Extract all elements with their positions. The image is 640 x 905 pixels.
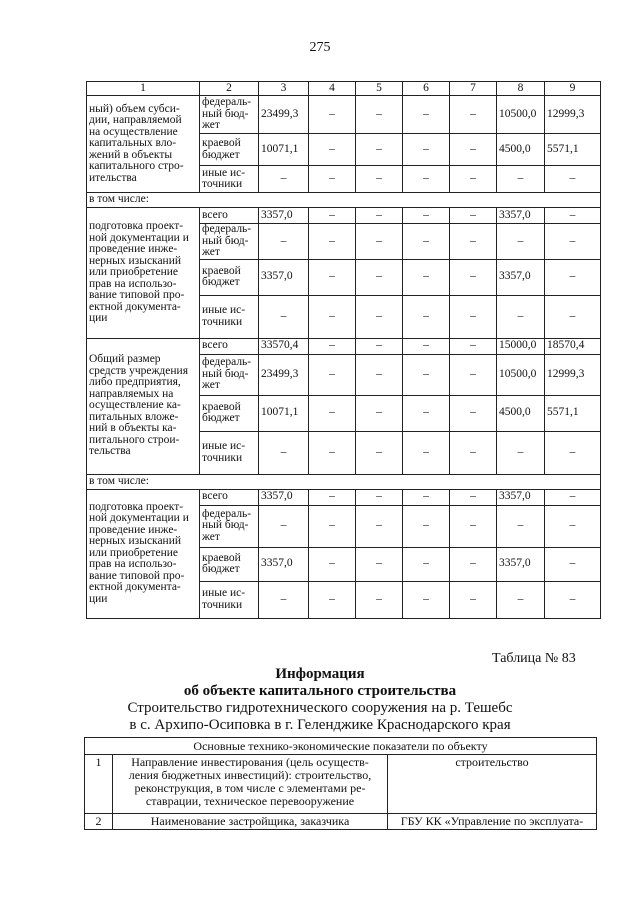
value-col8: 4500,0 xyxy=(497,134,545,166)
value-col7: – xyxy=(450,134,497,166)
indicator-name: ный) объем субси- дии, направляемой на осуществление капитальных вло- жений в объекты капитального стро- ительства xyxy=(87,96,200,193)
value-col4: – xyxy=(309,395,356,431)
info-title-object: об объекте капитального строительства xyxy=(183,683,457,699)
value-col6: – xyxy=(403,96,450,134)
value-col6: – xyxy=(403,295,450,338)
value-col3: 10071,1 xyxy=(259,395,309,431)
value-col9: – xyxy=(545,295,601,338)
value-col7: – xyxy=(450,431,497,474)
financing-row xyxy=(87,338,601,354)
value-col8: – xyxy=(497,166,545,193)
value-col6: – xyxy=(403,489,450,505)
value-col7: – xyxy=(450,547,497,581)
funding-source: иные ис- точники xyxy=(200,166,259,193)
info-title: Информация xyxy=(275,666,365,682)
value-col9: 5571,1 xyxy=(545,134,601,166)
indicator-name: подготовка проект- ной документации и проведение инже- нерных изысканий или приобретение прав на использо- вание типовой про- ектной документа- ции xyxy=(87,489,200,618)
financing-row xyxy=(87,208,601,224)
funding-source: федераль- ный бюд- жет xyxy=(200,354,259,395)
funding-source: краевой бюджет xyxy=(200,547,259,581)
value-col7: – xyxy=(450,224,497,260)
funding-source: всего xyxy=(200,338,259,354)
value-col6: – xyxy=(403,166,450,193)
financing-row xyxy=(87,489,601,505)
value-col4: – xyxy=(309,295,356,338)
value-col5: – xyxy=(356,295,403,338)
funding-source: федераль- ный бюд- жет xyxy=(200,505,259,547)
value-col6: – xyxy=(403,354,450,395)
value-col9: – xyxy=(545,224,601,260)
subheading-row xyxy=(87,474,601,489)
value-col4: – xyxy=(309,208,356,224)
value-col6: – xyxy=(403,505,450,547)
value-col3: – xyxy=(259,295,309,338)
value-col7: – xyxy=(450,505,497,547)
value-col8: – xyxy=(497,295,545,338)
column-number: 5 xyxy=(356,82,403,96)
value-col8: 10500,0 xyxy=(497,354,545,395)
indicator-label: Наименование застройщика, заказчика xyxy=(113,814,388,830)
funding-source: краевой бюджет xyxy=(200,134,259,166)
value-col8: 15000,0 xyxy=(497,338,545,354)
value-col8: – xyxy=(497,505,545,547)
funding-source: иные ис- точники xyxy=(200,295,259,338)
indicator-number: 2 xyxy=(85,814,113,830)
value-col5: – xyxy=(356,547,403,581)
column-number: 4 xyxy=(309,82,356,96)
value-col9: 18570,4 xyxy=(545,338,601,354)
value-col7: – xyxy=(450,581,497,618)
funding-source: федераль- ный бюд- жет xyxy=(200,224,259,260)
indicators-table xyxy=(84,737,597,830)
value-col3: – xyxy=(259,431,309,474)
value-col8: 3357,0 xyxy=(497,208,545,224)
value-col4: – xyxy=(309,431,356,474)
object-name-line2: в с. Архипо-Осиповка в г. Геленджике Краснодарского края xyxy=(129,717,511,733)
column-number: 6 xyxy=(403,82,450,96)
value-col8: 3357,0 xyxy=(497,547,545,581)
subheading-row xyxy=(87,193,601,208)
value-col3: 23499,3 xyxy=(259,354,309,395)
financing-table xyxy=(86,81,601,619)
value-col7: – xyxy=(450,259,497,295)
value-col4: – xyxy=(309,354,356,395)
value-col5: – xyxy=(356,431,403,474)
column-number: 3 xyxy=(259,82,309,96)
indicator-row xyxy=(85,814,597,830)
funding-source: иные ис- точники xyxy=(200,581,259,618)
table-number-label: Таблица № 83 xyxy=(492,651,576,666)
value-col9: 12999,3 xyxy=(545,96,601,134)
value-col6: – xyxy=(403,431,450,474)
value-col9: – xyxy=(545,259,601,295)
value-col4: – xyxy=(309,259,356,295)
column-number: 9 xyxy=(545,82,601,96)
value-col3: 3357,0 xyxy=(259,547,309,581)
value-col5: – xyxy=(356,96,403,134)
value-col5: – xyxy=(356,134,403,166)
value-col5: – xyxy=(356,395,403,431)
value-col6: – xyxy=(403,134,450,166)
funding-source: краевой бюджет xyxy=(200,259,259,295)
value-col3: – xyxy=(259,166,309,193)
indicator-value: строительство xyxy=(388,755,597,814)
value-col5: – xyxy=(356,224,403,260)
indicator-name: подготовка проект- ной документации и проведение инже- нерных изысканий или приобретение прав на использо- вание типовой про- ектной документа- ции xyxy=(87,208,200,339)
value-col3: 10071,1 xyxy=(259,134,309,166)
object-name-line1: Строительство гидротехнического сооружения на р. Тешебс xyxy=(127,700,513,716)
value-col4: – xyxy=(309,581,356,618)
value-col4: – xyxy=(309,166,356,193)
value-col4: – xyxy=(309,505,356,547)
column-number: 1 xyxy=(87,82,200,96)
value-col5: – xyxy=(356,489,403,505)
indicator-row xyxy=(85,755,597,814)
value-col9: 12999,3 xyxy=(545,354,601,395)
value-col7: – xyxy=(450,354,497,395)
value-col6: – xyxy=(403,395,450,431)
column-number: 7 xyxy=(450,82,497,96)
value-col8: 3357,0 xyxy=(497,489,545,505)
value-col7: – xyxy=(450,395,497,431)
value-col5: – xyxy=(356,581,403,618)
value-col5: – xyxy=(356,354,403,395)
value-col3: – xyxy=(259,505,309,547)
value-col9: – xyxy=(545,505,601,547)
value-col9: – xyxy=(545,489,601,505)
value-col9: – xyxy=(545,431,601,474)
value-col6: – xyxy=(403,224,450,260)
funding-source: федераль- ный бюд- жет xyxy=(200,96,259,134)
value-col6: – xyxy=(403,338,450,354)
value-col4: – xyxy=(309,489,356,505)
subheading-including: в том числе: xyxy=(87,193,601,208)
value-col3: 3357,0 xyxy=(259,259,309,295)
page-number: 275 xyxy=(309,40,331,55)
indicator-value: ГБУ КК «Управление по эксплуата- xyxy=(388,814,597,830)
value-col7: – xyxy=(450,295,497,338)
funding-source: иные ис- точники xyxy=(200,431,259,474)
value-col5: – xyxy=(356,505,403,547)
value-col7: – xyxy=(450,208,497,224)
value-col7: – xyxy=(450,96,497,134)
value-col9: 5571,1 xyxy=(545,395,601,431)
funding-source: всего xyxy=(200,208,259,224)
value-col9: – xyxy=(545,208,601,224)
funding-source: краевой бюджет xyxy=(200,395,259,431)
value-col9: – xyxy=(545,166,601,193)
value-col3: 33570,4 xyxy=(259,338,309,354)
value-col8: – xyxy=(497,581,545,618)
value-col6: – xyxy=(403,208,450,224)
value-col5: – xyxy=(356,208,403,224)
value-col4: – xyxy=(309,338,356,354)
value-col8: 10500,0 xyxy=(497,96,545,134)
value-col6: – xyxy=(403,547,450,581)
indicator-name: Общий размер средств учреждения либо предприятия, направляемых на осуществление ка- питальных вложе- ний в объекты ка- питального строи- тельства xyxy=(87,338,200,474)
value-col3: 3357,0 xyxy=(259,489,309,505)
financing-row xyxy=(87,96,601,134)
value-col7: – xyxy=(450,338,497,354)
value-col6: – xyxy=(403,259,450,295)
value-col4: – xyxy=(309,134,356,166)
value-col3: 23499,3 xyxy=(259,96,309,134)
value-col7: – xyxy=(450,166,497,193)
value-col3: 3357,0 xyxy=(259,208,309,224)
value-col8: 4500,0 xyxy=(497,395,545,431)
value-col4: – xyxy=(309,547,356,581)
value-col9: – xyxy=(545,547,601,581)
column-number-row xyxy=(87,82,601,96)
subheading-including: в том числе: xyxy=(87,474,601,489)
indicator-label: Направление инвестирования (цель осуществ- ления бюджетных инвестиций): строительство, реконструкция, в том числе с элементами ре- ставрации, техническое перевооружение xyxy=(113,755,388,814)
column-number: 8 xyxy=(497,82,545,96)
value-col8: – xyxy=(497,431,545,474)
value-col6: – xyxy=(403,581,450,618)
value-col3: – xyxy=(259,224,309,260)
indicator-number: 1 xyxy=(85,755,113,814)
value-col3: – xyxy=(259,581,309,618)
value-col7: – xyxy=(450,489,497,505)
value-col5: – xyxy=(356,166,403,193)
value-col4: – xyxy=(309,224,356,260)
funding-source: всего xyxy=(200,489,259,505)
value-col8: – xyxy=(497,224,545,260)
value-col8: 3357,0 xyxy=(497,259,545,295)
value-col5: – xyxy=(356,338,403,354)
financing-table-body xyxy=(87,82,601,619)
value-col9: – xyxy=(545,581,601,618)
column-number: 2 xyxy=(200,82,259,96)
indicators-header: Основные технико-экономические показатели по объекту xyxy=(85,738,597,755)
indicators-header-row xyxy=(85,738,597,755)
value-col4: – xyxy=(309,96,356,134)
value-col5: – xyxy=(356,259,403,295)
